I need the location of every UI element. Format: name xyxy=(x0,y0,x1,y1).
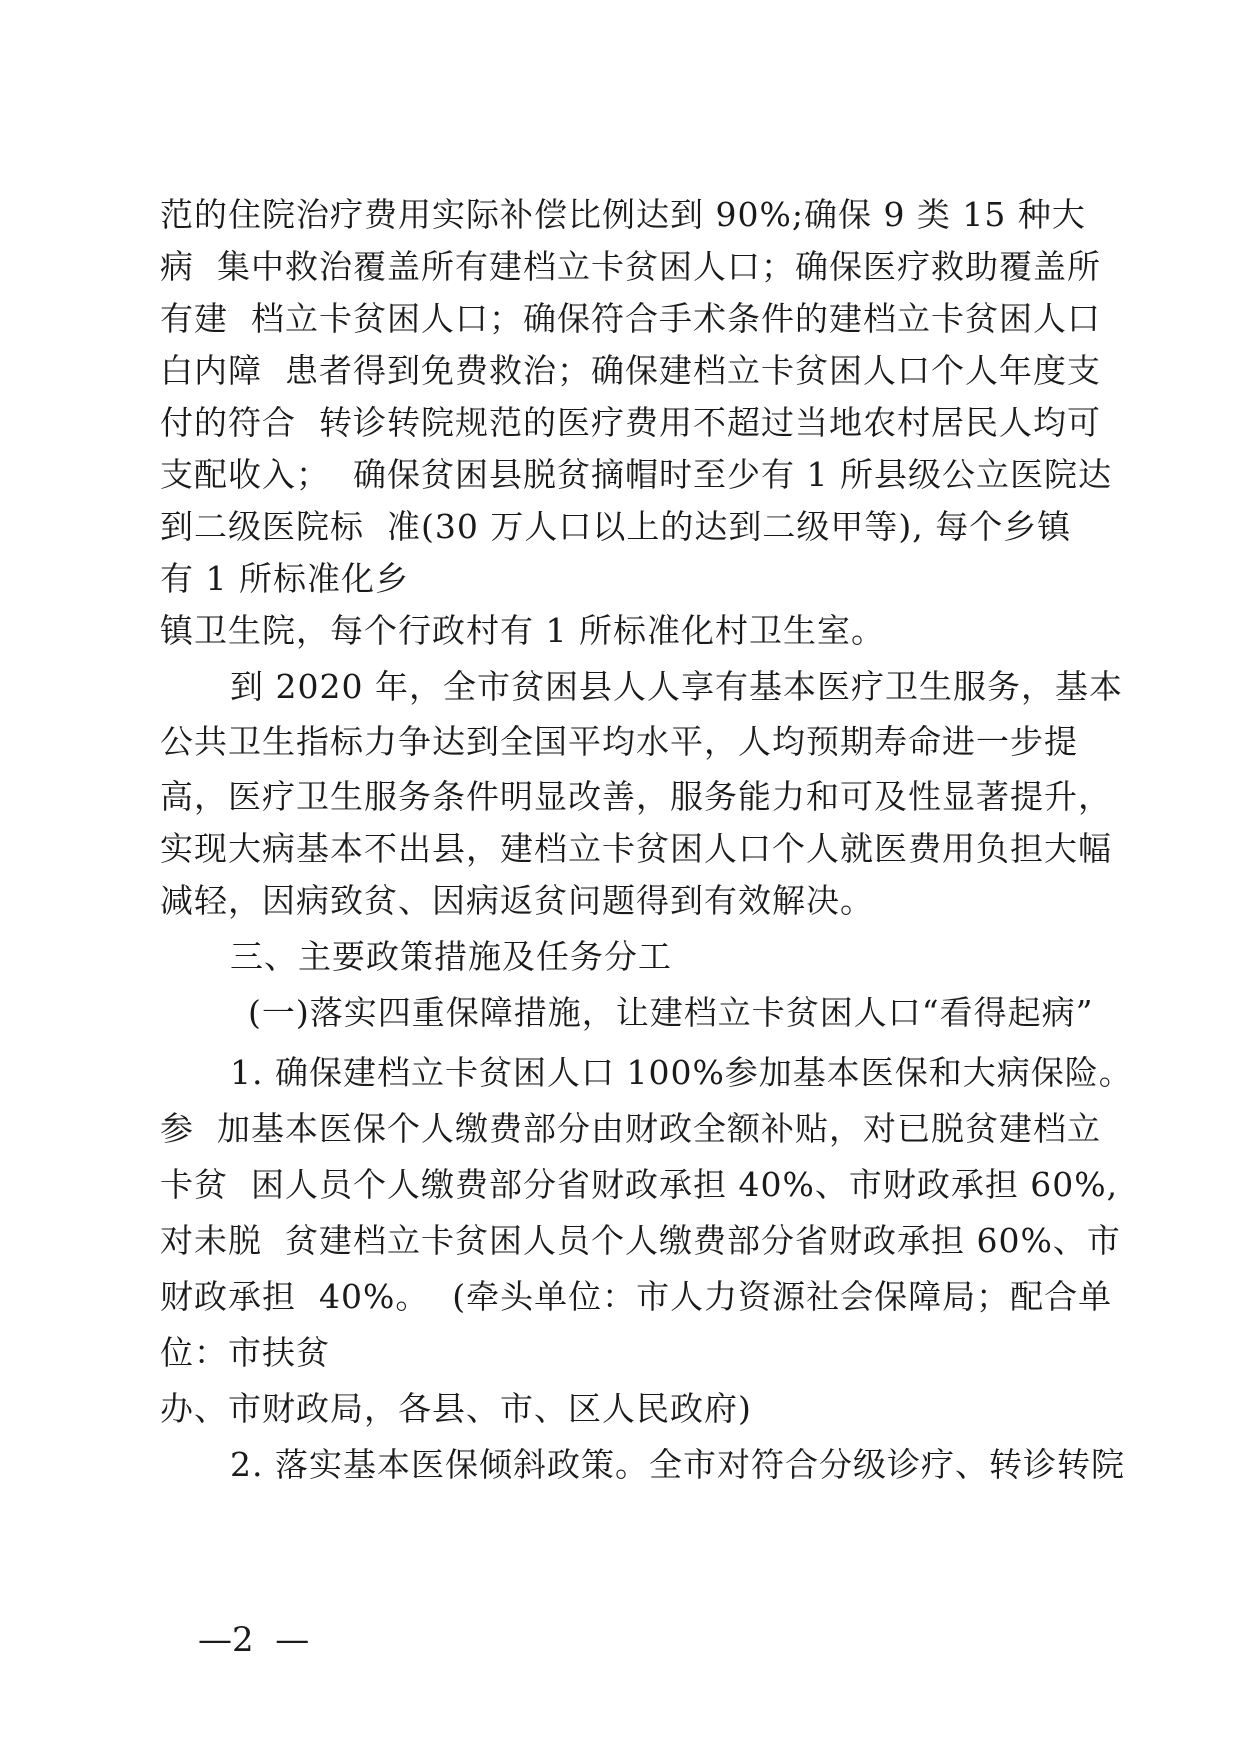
body-line: 对未脱 贫建档立卡贫困人员个人缴费部分省财政承担 60%、市 xyxy=(160,1221,1121,1260)
subsection-heading: (一)落实四重保障措施，让建档立卡贫困人口“看得起病” xyxy=(248,993,1094,1032)
body-line: 支配收入； 确保贫困县脱贫摘帽时至少有 1 所县级公立医院达 xyxy=(160,455,1112,494)
body-line: 卡贫 困人员个人缴费部分省财政承担 40%、市财政承担 60%, xyxy=(160,1165,1119,1204)
body-line: 病 集中救治覆盖所有建档立卡贫困人口；确保医疗救助覆盖所 xyxy=(160,247,1101,286)
body-line: 位：市扶贫 xyxy=(160,1333,330,1372)
body-line: 参 加基本医保个人缴费部分由财政全额补贴，对已脱贫建档立 xyxy=(160,1109,1101,1148)
body-line: 财政承担 40%。 (牵头单位：市人力资源社会保障局；配合单 xyxy=(160,1277,1113,1316)
item-heading: 1. 确保建档立卡贫困人口 100%参加基本医保和大病保险。 xyxy=(230,1053,1133,1092)
body-line: 付的符合 转诊转院规范的医疗费用不超过当地农村居民人均可 xyxy=(160,403,1101,442)
body-line: 实现大病基本不出县，建档立卡贫困人口个人就医费用负担大幅 xyxy=(160,829,1112,868)
body-line: 高，医疗卫生服务条件明显改善，服务能力和可及性显著提升， xyxy=(160,777,1112,816)
body-line: 白内障 患者得到免费救治；确保建档立卡贫困人口个人年度支 xyxy=(160,351,1101,390)
body-line: 减轻，因病致贫、因病返贫问题得到有效解决。 xyxy=(160,881,874,920)
body-line: 到二级医院标 准(30 万人口以上的达到二级甲等), 每个乡镇 xyxy=(160,507,1072,546)
section-heading: 三、主要政策措施及任务分工 xyxy=(230,937,672,976)
body-line: 公共卫生指标力争达到全国平均水平，人均预期寿命进一步提 xyxy=(160,722,1078,761)
paragraph-start: 到 2020 年，全市贫困县人人享有基本医疗卫生服务，基本 xyxy=(230,667,1123,706)
page-number: —2 — xyxy=(198,1620,310,1660)
body-line: 范的住院治疗费用实际补偿比例达到 90%;确保 9 类 15 种大 xyxy=(160,195,1086,234)
body-line: 有建 档立卡贫困人口；确保符合手术条件的建档立卡贫困人口 xyxy=(160,299,1101,338)
body-line: 有 1 所标准化乡 xyxy=(160,559,409,598)
item-heading: 2. 落实基本医保倾斜政策。全市对符合分级诊疗、转诊转院 xyxy=(230,1445,1125,1484)
body-line: 镇卫生院，每个行政村有 1 所标准化村卫生室。 xyxy=(160,611,885,650)
body-line: 办、市财政局，各县、市、区人民政府) xyxy=(160,1389,752,1428)
